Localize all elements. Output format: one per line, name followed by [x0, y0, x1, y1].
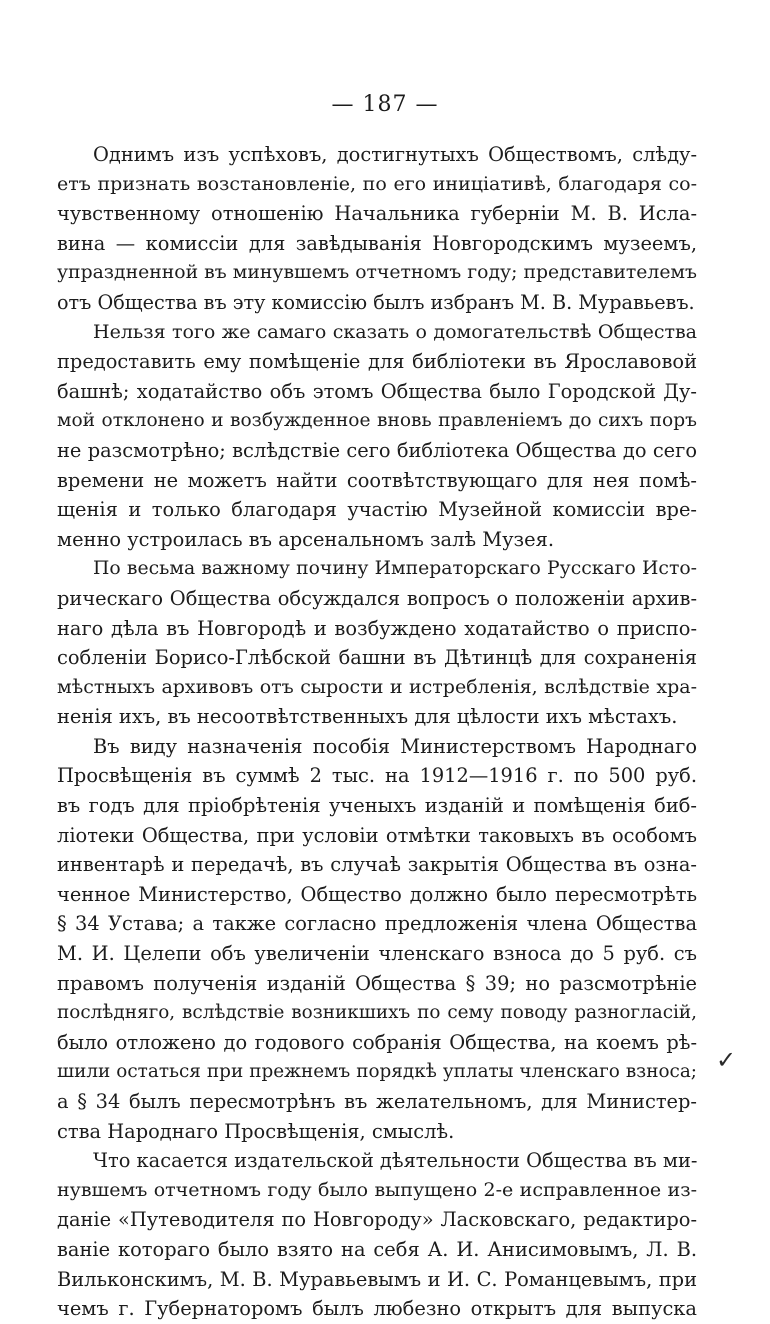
text-line: ваніе котораго было взято на себя А. И. Анисимовымъ, Л. В.	[57, 1237, 697, 1261]
body-text	[57, 140, 697, 1324]
text-line: не разсмотрѣно; вслѣдствіе сего библіотека Общества до сего	[57, 438, 697, 462]
text-line: чувственному отношенію Начальника губерніи М. В. Исла-	[57, 202, 697, 226]
text-line: мой отклонено и возбужденное вновь правленіемъ до сихъ поръ	[57, 410, 697, 432]
text-line: а § 34 былъ пересмотрѣнъ въ желательномъ, для Министер-	[57, 1090, 697, 1113]
text-line: М. И. Целепи объ увеличеніи членскаго взноса до 5 руб. съ	[57, 942, 697, 966]
text-line: вина — комиссіи для завѣдыванія Новгородскимъ музеемъ,	[57, 231, 697, 255]
text-line: ченное Министерство, Общество должно было пересмотрѣть	[57, 882, 697, 906]
text-line: шили остаться при прежнемъ порядкѣ уплаты членскаго взноса;	[57, 1061, 697, 1083]
text-line: рическаго Общества обсуждался вопросъ о положеніи архив-	[57, 586, 697, 610]
text-line: По весьма важному почину Императорскаго Русскаго Исто-	[93, 558, 697, 580]
text-line: ліотеки Общества, при условіи отмѣтки таковыхъ въ особомъ	[57, 823, 697, 847]
text-line: Что касается издательской дѣятельности Общества въ ми-	[93, 1149, 697, 1173]
text-line: чемъ г. Губернаторомъ былъ любезно открытъ для выпуска	[57, 1297, 697, 1321]
text-line: Просвѣщенія въ суммѣ 2 тыс. на 1912—1916 г. по 500 руб.	[57, 764, 697, 788]
text-line: ства Народнаго Просвѣщенія, смыслѣ.	[57, 1119, 455, 1143]
text-line: Въ виду назначенія пособія Министерствомъ Народнаго	[93, 734, 697, 758]
text-line: нувшемъ отчетномъ году было выпущено 2-е исправленное из-	[57, 1178, 697, 1201]
text-line: было отложено до годового собранія Общества, на коемъ рѣ-	[57, 1030, 697, 1054]
text-line: собленіи Борисо-Глѣбской башни въ Дѣтинцѣ для сохраненія	[57, 646, 697, 670]
text-line: Нельзя того же самаго сказать о домогательствѣ Общества	[93, 320, 697, 343]
page-number: — 187 —	[331, 92, 439, 117]
text-line: даніе «Путеводителя по Новгороду» Ласковскаго, редактиро-	[57, 1208, 697, 1232]
text-line: времени не можетъ найти соотвѣтствующаго для нея помѣ-	[57, 468, 697, 492]
text-line: отъ Общества въ эту комиссію былъ избранъ М. В. Муравьевъ.	[57, 290, 695, 314]
text-line: послѣдняго, вслѣдствіе возникшихъ по сему поводу разногласій,	[57, 1002, 697, 1024]
margin-check-mark: ✓	[716, 1046, 737, 1074]
text-line: въ годъ для пріобрѣтенія ученыхъ изданій и помѣщенія биб-	[57, 794, 697, 818]
text-line: инвентарѣ и передачѣ, въ случаѣ закрытія Общества въ озна-	[57, 853, 697, 877]
text-line: § 34 Устава; а также согласно предложенія члена Общества	[57, 912, 697, 936]
text-line: етъ признать возстановленіе, по его иниціативѣ, благодаря со-	[57, 172, 697, 195]
text-line: башнѣ; ходатайство объ этомъ Общества было Городской Ду-	[57, 379, 697, 403]
text-line: ненія ихъ, въ несоотвѣтственныхъ для цѣлости ихъ мѣстахъ.	[57, 705, 678, 729]
text-line: Вильконскимъ, М. В. Муравьевымъ и И. С. Романцевымъ, при	[57, 1267, 697, 1291]
text-line: наго дѣла въ Новгородѣ и возбуждено ходатайство о приспо-	[57, 616, 697, 640]
text-line: правомъ полученія изданій Общества § 39; но разсмотрѣніе	[57, 971, 697, 995]
text-line: Однимъ изъ успѣховъ, достигнутыхъ Обществомъ, слѣду-	[93, 143, 697, 166]
text-line: предоставить ему помѣщеніе для библіотеки въ Ярославовой	[57, 350, 697, 374]
text-line: мѣстныхъ архивовъ отъ сырости и истребленія, вслѣдствіе хра-	[57, 675, 697, 698]
text-line: упраздненной въ минувшемъ отчетномъ году; представителемъ	[57, 262, 697, 284]
text-line: щенія и только благодаря участію Музейной комиссіи вре-	[57, 498, 697, 522]
text-line: менно устроилась въ арсенальномъ залѣ Музея.	[57, 527, 554, 551]
